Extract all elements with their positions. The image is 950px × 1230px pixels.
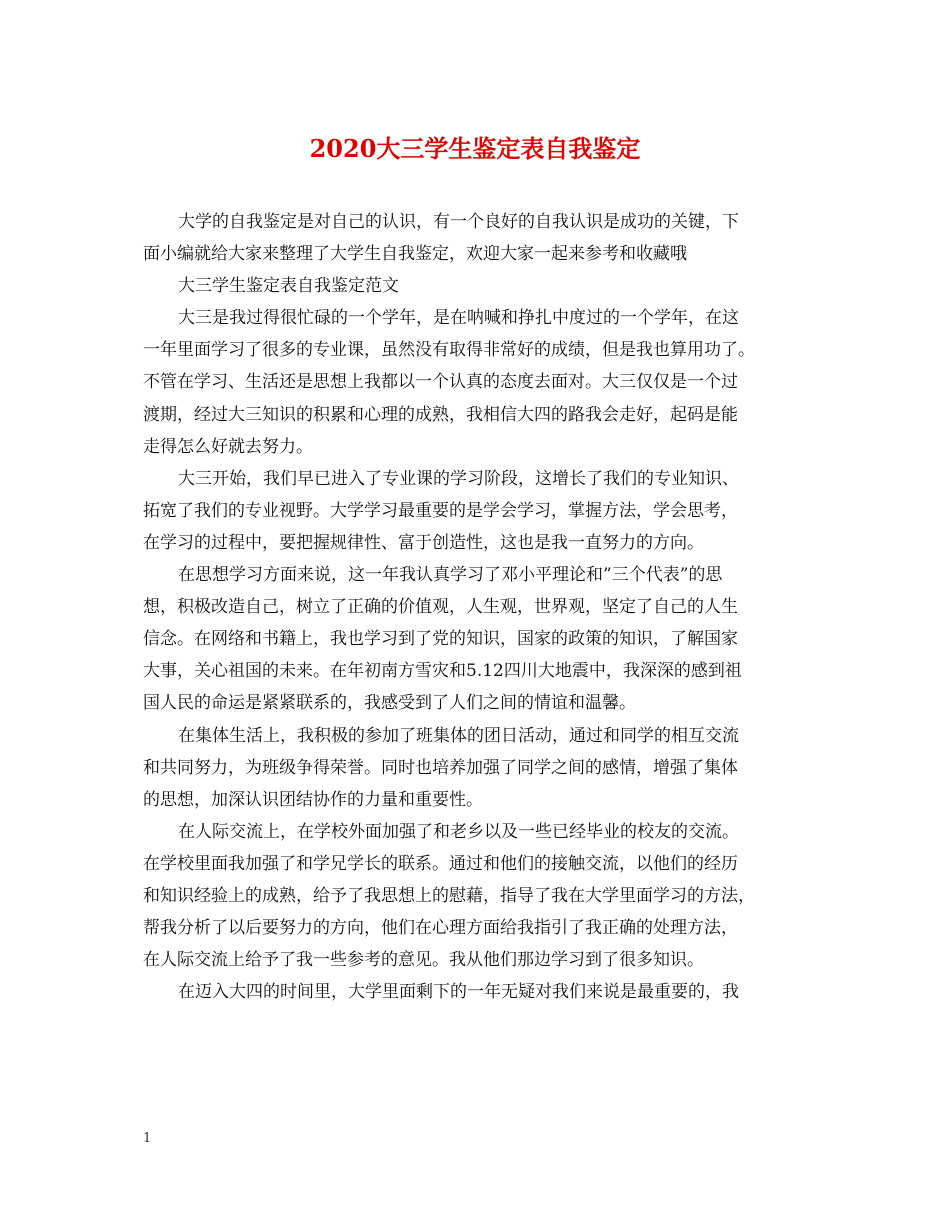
body-line: 的思想，加深认识团结协作的力量和重要性。 [143,789,483,810]
body-line: 在学校里面我加强了和学兄学长的联系。通过和他们的接触交流，以他们的经历 [143,853,738,874]
body-line: 大三是我过得很忙碌的一个学年，是在呐喊和挣扎中度过的一个学年，在这 [178,308,739,329]
body-line: 不管在学习、生活还是思想上我都以一个认真的态度去面对。大三仅仅是一个过 [143,372,738,393]
body-line: 帮我分析了以后要努力的方向，他们在心理方面给我指引了我正确的处理方法， [143,918,738,939]
body-line: 大三开始，我们早已进入了专业课的学习阶段，这增长了我们的专业知识、 [178,468,739,489]
body-line: 在人际交流上，在学校外面加强了和老乡以及一些已经毕业的校友的交流。 [178,821,739,842]
body-line: 面小编就给大家来整理了大学生自我鉴定，欢迎大家一起来参考和收藏哦 [143,244,687,265]
body-line: 大事，关心祖国的未来。在年初南方雪灾和5.12四川大地震中，我深深的感到祖 [143,661,742,682]
body-line: 大学的自我鉴定是对自己的认识，有一个良好的自我认识是成功的关键，下 [178,212,739,232]
body-line: 大三学生鉴定表自我鉴定范文 [178,276,399,297]
body-line: 走得怎么好就去努力。 [143,436,313,457]
body-line: 在迈入大四的时间里，大学里面剩下的一年无疑对我们来说是最重要的，我 [178,982,739,1003]
body-line: 在学习的过程中，要把握规律性、富于创造性，这也是我一直努力的方向。 [143,532,704,553]
body-line: 渡期，经过大三知识的积累和心理的成熟，我相信大四的路我会走好，起码是能 [143,404,738,425]
body-line: 信念。在网络和书籍上，我也学习到了党的知识，国家的政策的知识，了解国家 [143,629,738,650]
document-body [143,206,809,1008]
body-line: 拓宽了我们的专业视野。大学学习最重要的是学会学习，掌握方法，学会思考， [143,500,738,521]
body-line: 和共同努力，为班级争得荣誉。同时也培养加强了同学之间的感情，增强了集体 [143,757,738,778]
page-number: 1 [143,1131,152,1146]
body-line: 在人际交流上给予了我一些参考的意见。我从他们那边学习到了很多知识。 [143,950,704,971]
document-title: 2020大三学生鉴定表自我鉴定 [309,134,641,163]
body-line: 想，积极改造自己，树立了正确的价值观，人生观，世界观，坚定了自己的人生 [143,597,738,618]
body-line: 国人民的命运是紧紧联系的，我感受到了人们之间的情谊和温馨。 [143,693,636,714]
body-line: 一年里面学习了很多的专业课，虽然没有取得非常好的成绩，但是我也算用功了。 [143,340,755,361]
body-line: 在集体生活上，我积极的参加了班集体的团日活动，通过和同学的相互交流 [178,725,739,746]
body-line: 和知识经验上的成熟，给予了我思想上的慰藉，指导了我在大学里面学习的方法， [143,885,755,906]
body-line: 在思想学习方面来说，这一年我认真学习了邓小平理论和”三个代表”的思 [178,565,723,586]
